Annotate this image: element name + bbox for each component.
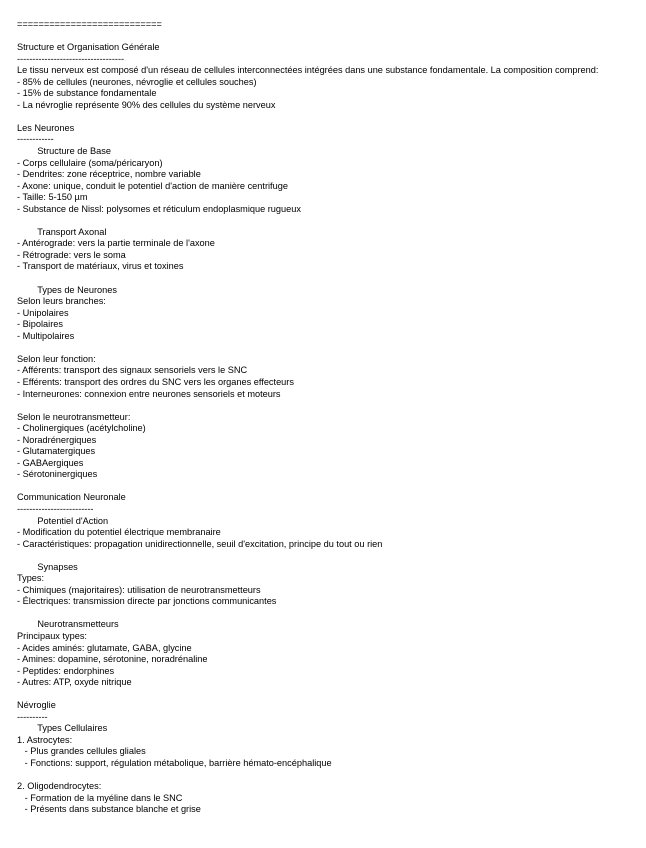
blank-line	[17, 215, 637, 227]
text-line: - La névroglie représente 90% des cellules du système nerveux	[17, 99, 276, 110]
text-line: - 15% de substance fondamentale	[17, 88, 157, 99]
text-line: - Multipolaires	[17, 330, 75, 341]
text-line: - Autres: ATP, oxyde nitrique	[17, 677, 132, 688]
text-line: - Antérograde: vers la partie terminale de l'axone	[17, 238, 215, 249]
text-line: - Caractéristiques: propagation unidirectionnelle, seuil d'excitation, principe du tout ou rien	[17, 538, 383, 549]
text-line: Névroglie	[17, 700, 56, 711]
text-line: 1. Astrocytes:	[17, 734, 73, 745]
text-line: - Peptides: endorphines	[17, 665, 115, 676]
text-line: - Chimiques (majoritaires): utilisation de neurotransmetteurs	[17, 584, 261, 595]
text-line: - Sérotoninergiques	[17, 469, 98, 480]
text-line: Selon le neurotransmetteur:	[17, 411, 131, 422]
text-line: Types de Neurones	[17, 284, 117, 295]
text-line: Le tissu nerveux est composé d'un réseau de cellules interconnectées intégrées dans une substance fondamentale. La composition comprend:	[17, 65, 599, 76]
text-line: Selon leurs branches:	[17, 296, 106, 307]
blank-line	[17, 111, 637, 123]
blank-line	[17, 31, 637, 43]
text-line: - Afférents: transport des signaux sensoriels vers le SNC	[17, 365, 248, 376]
text-line: - Transport de matériaux, virus et toxines	[17, 261, 184, 272]
blank-line	[17, 770, 637, 782]
text-line: - Interneurones: connexion entre neurones sensoriels et moteurs	[17, 388, 281, 399]
text-line: - Fonctions: support, régulation métabolique, barrière hémato-encéphalique	[17, 758, 332, 768]
text-line: Types:	[17, 573, 45, 584]
text-line: - Corps cellulaire (soma/péricaryon)	[17, 157, 163, 168]
text-line: ----------	[17, 711, 48, 722]
text-line: Types Cellulaires	[17, 723, 108, 734]
text-line: - Glutamatergiques	[17, 446, 96, 457]
text-line: - Cholinergiques (acétylcholine)	[17, 423, 146, 434]
text-line: - Bipolaires	[17, 319, 63, 330]
text-line: - Unipolaires	[17, 307, 69, 318]
text-line: Structure et Organisation Générale	[17, 42, 160, 53]
blank-line	[17, 342, 637, 354]
text-line: - Présents dans substance blanche et grise	[17, 804, 201, 815]
text-line: - Électriques: transmission directe par jonctions communicantes	[17, 596, 277, 607]
text-line: - Dendrites: zone réceptrice, nombre variable	[17, 169, 201, 180]
text-line: - Acides aminés: glutamate, GABA, glycine	[17, 642, 192, 653]
document-body	[17, 19, 637, 816]
blank-line	[17, 481, 637, 493]
text-line: Principaux types:	[17, 630, 87, 641]
blank-line	[17, 689, 637, 701]
text-line: Structure de Base	[17, 146, 111, 157]
text-line: - Formation de la myéline dans le SNC	[17, 792, 183, 803]
blank-line	[17, 550, 637, 562]
text-line: - Amines: dopamine, sérotonine, noradrénaline	[17, 654, 208, 665]
text-line: ------------	[17, 134, 54, 145]
blank-line	[17, 400, 637, 412]
text-line: 2. Oligodendrocytes:	[17, 781, 102, 792]
text-line: - Substance de Nissl: polysomes et réticulum endoplasmique rugueux	[17, 203, 301, 214]
text-line: Neurotransmetteurs	[17, 619, 119, 630]
blank-line	[17, 608, 637, 620]
text-line: - Efférents: transport des ordres du SNC vers les organes effecteurs	[17, 376, 294, 387]
text-line: -------------------------	[17, 503, 94, 514]
text-line: - 85% de cellules (neurones, névroglie et cellules souches)	[17, 76, 257, 87]
blank-line	[17, 273, 637, 285]
text-line: - Axone: unique, conduit le potentiel d'action de manière centrifuge	[17, 180, 288, 191]
text-line: - Modification du potentiel électrique membranaire	[17, 527, 221, 538]
text-line: Potentiel d'Action	[17, 515, 109, 526]
text-line: -----------------------------------	[17, 53, 125, 64]
text-line: - Taille: 5-150 µm	[17, 192, 88, 203]
text-line: Selon leur fonction:	[17, 353, 96, 364]
text-line: ===========================	[17, 19, 162, 29]
text-line: - Plus grandes cellules gliales	[17, 746, 146, 757]
text-line: Les Neurones	[17, 122, 75, 133]
text-line: Communication Neuronale	[17, 492, 126, 503]
text-line: Synapses	[17, 561, 78, 572]
text-line: - GABAergiques	[17, 457, 84, 468]
text-line: - Rétrograde: vers le soma	[17, 249, 126, 260]
text-line: - Noradrénergiques	[17, 434, 97, 445]
text-line: Transport Axonal	[17, 226, 107, 237]
